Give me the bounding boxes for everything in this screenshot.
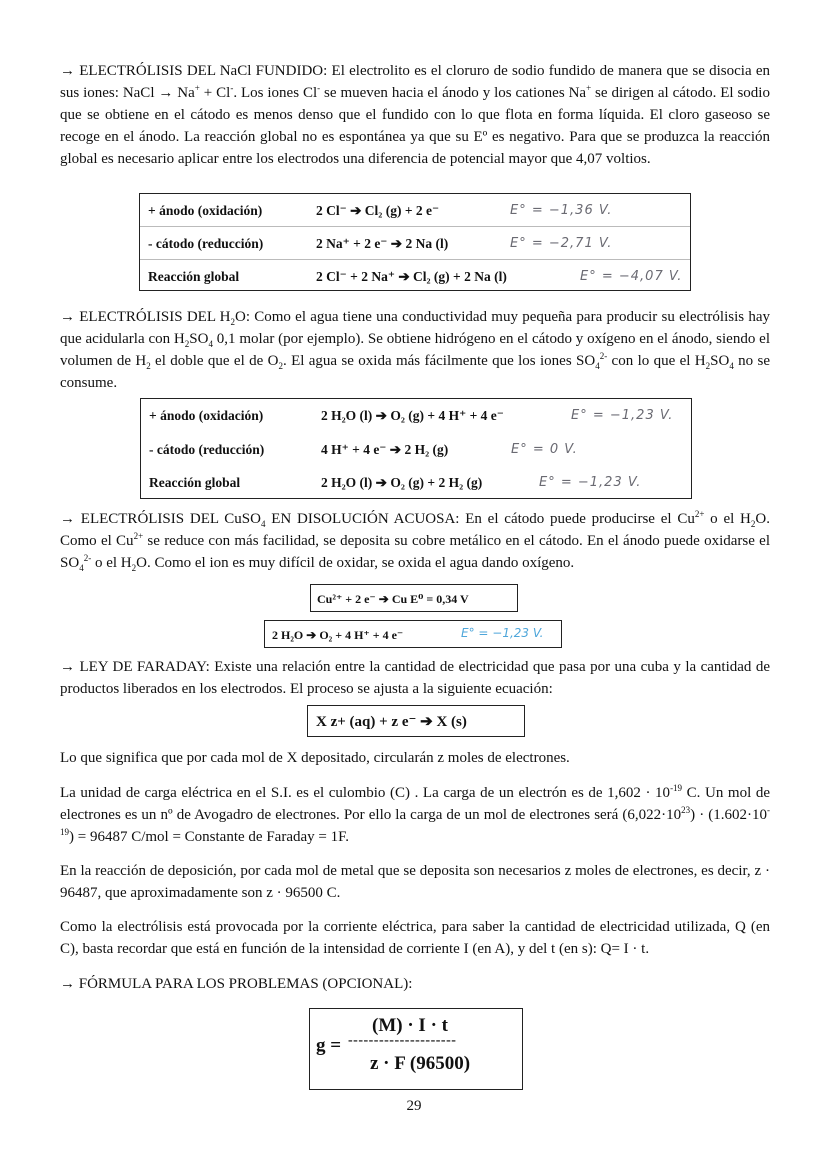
paragraph-corriente: Como la electrólisis está provocada por la corriente eléctrica, para saber la cantidad de electricidad utilizada, Q (en C), basta recordar que está en función de la intensidad de corriente I (en A), y del t (en s): Q= I · t. [60,919,770,957]
paragraph-h2o: → ELECTRÓLISIS DEL $H_2O$: Como el agua tiene una conductividad muy pequeña para producir su electrólisis hay que acidularla con $H_2SO_4$ 0,1 molar (por ejemplo). Se obtiene hidrógeno en el cátodo y oxígeno en el ánodo, siendo el volumen de $H_2$ el doble que el de $O_2$. El agua se oxida más fácilmente que los iones $SO_4^{2-}$ con lo que el $H_2SO_4$ no se consume. [60,309,771,391]
reaction-table-nacl: + ánodo (oxidación) 2 Cl⁻ ➔ Cl₂ (g) + 2 e⁻ E° = −1,36 V. - cátodo (reducción) 2 Na⁺ + 2 e⁻ ➔ 2 Na (l) E° = −2,71 V. Reacción global 2 Cl⁻ + 2 Na⁺ ➔ Cl₂ (g) + 2 Na (l) E° = −4,07 V. [139,193,691,291]
handwritten-note: E° = −4,07 V. [580,269,683,284]
paragraph-coulomb: La unidad de carga eléctrica en el S.I. es el culombio (C) . La carga de un electrón es de $1,602 \cdot 10^{-19}$ C. Un mol de electrones es un nº de Avogadro de electrones. Por ello la carga de un mol de electrones será $(6,022\cdot 10^{23}) \cdot (1.602\cdot 10^{-19}) = 96487$ C/mol = Constante de Faraday = 1F. [60,783,770,845]
formula-box [309,1008,523,1090]
handwritten-note: E° = −1,23 V. [461,626,544,640]
formula-denominator: z · F (96500) [370,1053,471,1074]
formula-numerator: (M) · I · t [372,1015,448,1036]
paragraph-moles: Lo que significa que por cada mol de X depositado, circularán z moles de electrones. [60,750,570,766]
faraday-equation-box: X z+ (aq) + z e⁻ ➔ X (s) [307,705,525,737]
formula-fraction-bar: --------------------- [348,1033,457,1048]
paragraph-nacl-fundido: → ELECTRÓLISIS DEL NaCl FUNDIDO: El electrolito es el cloruro de sodio fundido de manera que se disocia en sus iones: NaCl → Na+ + Cl-. Los iones Cl- se mueven hacia el ánodo y los cationes Na+ se dirigen al cátodo. El sodio que se obtiene en el cátodo es menos denso que el fundido con lo que flota en forma líquida. El cloro gaseoso se recoge en el ánodo. La reacción global no es espontánea ya que su Eº es negativo. Para que se produzca la reacción global es necesario aplicar entre los electrodos una diferencia de potencial mayor que 4,07 voltios. [60,63,771,167]
paragraph-deposicion: En la reacción de deposición, por cada mol de metal que se deposita son necesarios z moles de electrones, es decir, z · 96487, que aproximadamente son z · 96500 C. [60,863,770,901]
arrow-bullet: → [60,63,75,79]
handwritten-note: E° = 0 V. [511,442,578,457]
handwritten-note: E° = −1,36 V. [510,203,613,218]
paragraph-faraday: → LEY DE FARADAY: Existe una relación entre la cantidad de electricidad que pasa por una cuba y la cantidad de productos liberados en los electrodos. El proceso se ajusta a la siguiente ecuación: [60,659,771,697]
cu-reduction-box: Cu²⁺ + 2 e⁻ ➔ Cu E⁰ = 0,34 V [310,584,518,612]
handwritten-note: E° = −1,23 V. [571,408,674,423]
page-number: 29 [406,1098,422,1114]
paragraph-cuso4: → ELECTRÓLISIS DEL CuSO$_4$ EN DISOLUCIÓN ACUOSA: En el cátodo puede producirse el $Cu^{2+}$ o el $H_2O$. Como el $Cu^{2+}$ se reduce con más facilidad, se deposita su cobre metálico en el cátodo. En el ánodo puede oxidarse el $SO_4^{2-}$ o el $H_2O$. Como el ion es muy difícil de oxidar, se oxida el agua dando oxígeno. [60,509,770,573]
handwritten-note: E° = −2,71 V. [510,236,613,251]
reaction-table-h2o: + ánodo (oxidación) 2 H₂O (l) ➔ O₂ (g) + 4 H⁺ + 4 e⁻ E° = −1,23 V. - cátodo (reducción) 4 H⁺ + 4 e⁻ ➔ 2 H₂ (g) E° = 0 V. Reacción global 2 H₂O (l) ➔ O₂ (g) + 2 H₂ (g) E° = −1,23 V. [140,398,692,499]
formula-lhs: g = [316,1035,342,1056]
handwritten-note: E° = −1,23 V. [539,475,642,490]
section-heading: ELECTRÓLISIS DEL NaCl FUNDIDO: [79,63,328,79]
water-oxidation-box: 2 H₂O ➔ O₂ + 4 H⁺ + 4 e⁻ E° = −1,23 V. [264,620,562,648]
paragraph-formula-heading: → FÓRMULA PARA LOS PROBLEMAS (OPCIONAL): [60,976,413,992]
